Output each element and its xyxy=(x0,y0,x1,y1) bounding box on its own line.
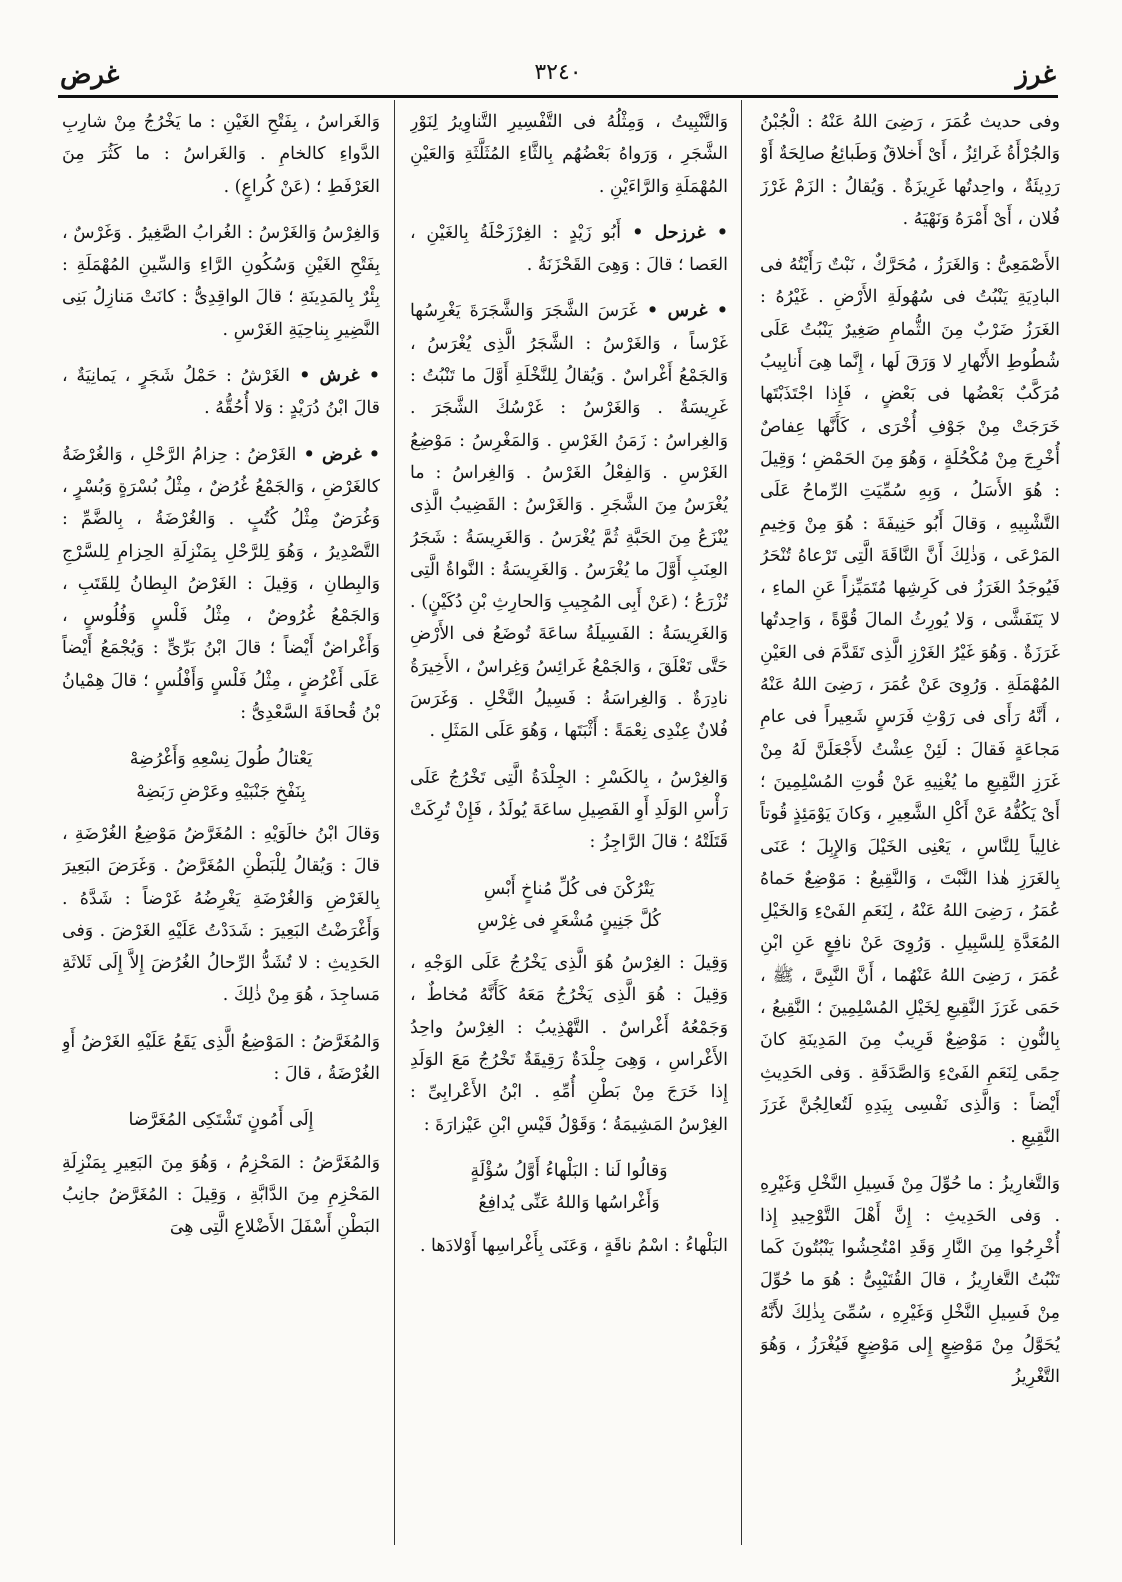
paragraph xyxy=(410,762,728,859)
paragraph xyxy=(62,106,380,203)
entry-text: وَالتَّنْبِيتُ ، وَمِثْلُهُ فى التَّفْسِيرِ التَّناوِيرُ لِنَوْرِ الشَّجَرِ ، وَرَواهُ بَعْضُهُم بِالثَّاءِ المُثَلَّثَةِ وَالعَيْنِ المُهْمَلَةِ وَالرَّاءَيْنِ . xyxy=(410,112,728,197)
paragraph xyxy=(760,106,1060,235)
entry-text: وَقالَ ابْنُ خالَوَيْهِ : المُغَرَّضُ مَوْضِعُ الغُرْضَةِ ، قالَ : وَيُقالُ لِلْبَطْنِ المُغَرَّضُ . وَغَرَضَ البَعِيرَ بِالغَرْضِ وَالغُرْضَةِ يَغْرِضُهُ غَرْضاً : شَدَّهُ . وَأَغْرَضْتُ البَعِيرَ : شَدَدْتُ عَلَيْهِ الغَرْضَ . وَفى الحَدِيثِ : لا تُشَدُّ الرِّحالُ الغُرُضَ إِلاَّ إِلَى ثَلاثَةِ مَساجِدَ ، هُوَ مِنْ ذٰلِكَ . xyxy=(62,823,380,1006)
page-number: ٣٢٤٠ xyxy=(534,60,582,85)
entry-text: وَالمُغَرَّضُ : المَوْضِعُ الَّذِى يَقَعُ عَلَيْهِ الغَرْضُ أَوِ الغُرْضَةُ ، قالَ : xyxy=(62,1031,380,1085)
entry-headword: • غرس • xyxy=(637,301,728,322)
dictionary-entry xyxy=(410,217,728,282)
paragraph xyxy=(410,106,728,203)
entry-text: وفى حديث عُمَرَ ، رَضِىَ اللهُ عَنْهُ : الْجُبْنُ وَالجُرْأَةُ غَرائِزُ ، أَىْ أَخلاقٌ وَطَبائِعُ صالِحَةٌ أَوْ رَدِيئَةٌ ، واحِدتُها غَرِيزَةٌ . وَيُقالُ : الزَمْ غَرْزَ فُلان ، أَىْ أَمْرَهُ وَنَهْيَهُ . xyxy=(760,112,1060,229)
entry-text: وَالتَّغارِيزُ : ما حُوِّلَ مِنْ فَسِيلِ النَّخْلِ وَغَيْرِهِ . وَفى الحَدِيثِ : إِنَّ أَهْلَ التَّوْحِيدِ إِذا أُخْرِجُوا مِنَ النَّارِ وَقَدِ امْتُحِشُوا يَنْبُتُونَ كَما تَنْبُتُ التَّغارِيزُ ، قالَ القُتَيْبِىُّ : هُوَ ما حُوِّلَ مِنْ فَسِيلِ النَّخْلِ وَغَيْرِهِ ، سُمِّىَ بِذٰلِكَ لأَنَّهُ يُحَوَّلُ مِنْ مَوْضِعٍ إِلى مَوْضِعٍ فَيُغْرَزُ ، وَهُوَ التَّغْرِيزُ xyxy=(760,1173,1060,1388)
paragraph xyxy=(760,249,1060,1153)
verse xyxy=(62,743,380,808)
column-divider xyxy=(741,100,742,1545)
verse-line: وَقالُوا لَنا : البَلْهاءُ أَوَّلُ سُؤْلَةٍ xyxy=(470,1160,668,1181)
entry-text: البَلْهاءُ : اسْمُ ناقَةٍ ، وَعَنَى بِأَغْراسِها أَوْلادَها . xyxy=(419,1235,728,1256)
header-keyword-right: غرز xyxy=(1015,60,1056,90)
paragraph xyxy=(410,947,728,1141)
verse-line: كُلَّ جَنِينٍ مُشْعَرٍ فى غِرْسِ xyxy=(477,910,661,931)
column-right xyxy=(760,106,1060,1546)
entry-text: وَالغِرْسُ ، بِالكَسْرِ : الجِلْدَةُ الَّتِى تَخْرُجُ عَلَى رَأْسِ الوَلَدِ أَوِ الفَصِيلِ ساعَةَ يُولَدُ ، فَإِنْ تُرِكَتْ قَتَلَتْهُ ؛ قالَ الرَّاجِزُ : xyxy=(410,767,728,853)
page-header xyxy=(60,52,1056,96)
verse-line: يَعْتالُ طُولَ نِسْعِهِ وَأَغْرُضِهْ xyxy=(129,749,313,770)
paragraph xyxy=(62,818,380,1012)
paragraph xyxy=(62,1026,380,1091)
entry-text: الغَرْضُ : حِزامُ الرَّحْلِ ، وَالغُرْضَةُ كالغَرْضِ ، وَالجَمْعُ غُرُضٌ ، مِثْلُ بُسْرَةٍ وَبُسْرٍ ، وَغُرَضٌ مِثْلُ كُتُبٍ . وَالغُرْضَةُ ، بِالضَّمِّ : التَّصْدِيرُ ، وَهُوَ لِلرَّحْلِ بِمَنْزِلَةِ الحِزامِ لِلسَّرْجِ وَالبِطانِ ، وَقِيلَ : الغَرْضُ البِطانُ لِلقَتَبِ ، وَالجَمْعُ غُرُوضٌ ، مِثْلُ فَلْسٍ وَفُلُوسٍ ، وَأَغْراضٌ أَيْضاً ؛ قالَ ابْنُ بَرِّىٍّ : وَيُجْمَعُ أَيْضاً عَلَى أَغْرُضٍ ، مِثْلُ فَلْسٍ وَأَفْلُسٍ ؛ قالَ هِمْيانُ بْنُ قُحافَةَ السَّعْدِىُّ : xyxy=(62,444,380,724)
paragraph xyxy=(410,1230,728,1262)
dictionary-entry xyxy=(62,439,380,730)
column-divider xyxy=(394,100,395,1545)
entry-text: غَرَسَ الشَّجَرَ وَالشَّجَرَةَ يَغْرِسُها غَرْساً ، وَالغَرْسُ : الشَّجَرُ الَّذِى يُغْرَسُ ، وَالجَمْعُ أَغْراسٌ . وَيُقالُ لِلنَّخْلَةِ أَوَّلَ ما تَنْبُتُ : غَرِيسَةٌ . وَالغَرْسُ : غَرْسُكَ الشَّجَرَ . وَالغِراسُ : زَمَنُ الغَرْسِ . وَالمَغْرِسُ : مَوْضِعُ الغَرْسِ . وَالفِعْلُ الغَرْسُ . وَالغِراسُ : ما يُغْرَسُ مِنَ الشَّجَرِ . وَالغَرْسُ : القَضِيبُ الَّذِى يُنْزَعُ مِنَ الحَبَّةِ ثُمَّ يُغْرَسُ . وَالغَرِيسَةُ : شَجَرُ العِنَبِ أَوَّلَ ما يُغْرَسُ . وَالغَرِيسَةُ : النَّواةُ الَّتِى تُزْرَعُ ؛ (عَنْ أَبِى المُجِيبِ وَالحارِثِ بْنِ دُكَيْنٍ) . وَالغَرِيسَةُ : الفَسِيلَةُ ساعَةَ تُوضَعُ فى الأَرْضِ حَتَّى تَعْلَقَ ، وَالجَمْعُ غَرائِسُ وَغِراسٌ ، الأَخِيرَةُ نادِرَةٌ . وَالغِراسَةُ : فَسِيلُ النَّخْلِ . وَغَرَسَ فُلانٌ عِنْدِى نِعْمَةً : أَثْبَتَها ، وَهُوَ عَلَى المَثَلِ . xyxy=(410,301,728,742)
verse-line: وَأَغْراسُها وَاللهُ عَنِّى يُدافِعُ xyxy=(478,1193,660,1214)
column-middle xyxy=(410,106,728,1546)
column-left xyxy=(62,106,380,1546)
header-rule xyxy=(58,95,1058,98)
entry-headword: • غرض • xyxy=(296,444,380,465)
paragraph xyxy=(62,1147,380,1244)
verse-line: يَتْرُكْنَ فى كُلِّ مُناخٍ أَبْسِ xyxy=(483,878,655,899)
dictionary-entry xyxy=(62,360,380,425)
verse xyxy=(410,873,728,938)
entry-text: وَقِيلَ : الغِرْسُ هُوَ الَّذِى يَخْرُجُ عَلَى الوَجْهِ ، وَقِيلَ : هُوَ الَّذِى يَخْرُجُ مَعَهُ كَأَنَّهُ مُخاطٌ ، وَجَمْعُهُ أَغْراسٌ . التَّهْذِيبُ : الغِرْسُ واحِدُ الأَغْراسِ ، وَهِىَ جِلْدَةٌ رَقِيقَةٌ تَخْرُجُ مَعَ الوَلَدِ إِذا خَرَجَ مِنْ بَطْنِ أُمِّهِ . ابْنُ الأَعْرابِىِّ : الغِرْسُ المَشِيمَةُ ؛ وَقَوْلُ قَيْسِ ابْنِ عَيْزارَةَ : xyxy=(410,953,728,1135)
verse-line: بِنَفْخِ جَنْبَيْهِ وعَرْضِ رَبَضِهْ xyxy=(136,781,306,802)
entry-text: وَالغِرْسُ وَالغَرْسُ : الغُرابُ الصَّغِيرُ . وَغَرْسٌ ، بِفَتْحِ الغَيْنِ وَسُكُونِ الرَّاءِ وَالسِّينِ المُهْمَلَةِ : بِئْرٌ بِالمَدِينَةِ ؛ قالَ الواقِدِىُّ : كانَتْ مَنازِلُ بَنِى النَّضِيرِ بِناحِيَةِ الغَرْسِ . xyxy=(62,222,380,340)
entry-text: وَالمُغَرَّضُ : المَحْزِمُ ، وَهُوَ مِنَ البَعِيرِ بِمَنْزِلَةِ المَحْزِمِ مِنَ الدَّابَّةِ ، وَقِيلَ : المُغَرَّضُ جانِبُ البَطْنِ أَسْفَلَ الأَضْلاعِ الَّتِى هِىَ xyxy=(62,1152,380,1238)
entry-headword: • غرش • xyxy=(289,366,380,387)
entry-text: وَالغَراسُ ، بِفَتْحِ الغَيْنِ : ما يَخْرُجُ مِنْ شارِبِ الدَّواءِ كالخامِ . وَالغَراسُ : ما كَثُرَ مِنَ العَرْفَطِ ؛ (عَنْ كُراعٍ) . xyxy=(62,112,380,197)
entry-text: أَبُو زَيْدٍ : الغِرْزَحْلَةُ بِالغَيْنِ ، العَصا ؛ قالَ : وَهِىَ القَحْزَنَةُ . xyxy=(410,222,728,276)
verse-line: إِلَى أَمُونٍ تَشْتَكِى المُغَرَّضا xyxy=(128,1110,314,1131)
verse xyxy=(62,1104,380,1136)
entry-text: الأَصْمَعِىُّ : وَالغَرَزُ ، مُحَرَّكٌ ، نَبْتٌ رَأَيْتُهُ فى البادِيَةِ يَنْبُتُ فى سُهُولَةِ الأَرْضِ . غَيْرُهُ : الغَرَزُ ضَرْبٌ مِنَ الثُّمامِ صَغِيرٌ يَنْبُتُ عَلَى شُطُوطِ الأَنْهارِ لا وَرَقَ لَها ، إِنَّما هِىَ أَنابِيبُ مُرَكَّبٌ بَعْضُها فى بَعْضٍ ، فَإِذا اجْتَذَبْتَها خَرَجَتْ مِنْ جَوْفِ أُخْرَى ، كَأَنَّها عِفاصٌ أُخْرِجَ مِنْ مُكْحُلَةٍ ، وَهُوَ مِنَ الحَمْضِ ؛ وَقِيلَ : هُوَ الأَسَلُ ، وَبِهِ سُمِّيَتِ الرِّماحُ عَلَى التَّشْبِيهِ ، وَقالَ أَبُو حَنِيفَةَ : هُوَ مِنْ وَخِيمِ المَرْعَى ، وَذٰلِكَ أَنَّ النَّاقَةَ الَّتِى تَرْعاهُ تُنْحَرُ فَيُوجَدُ الغَرَزُ فى كَرِشِها مُتَمَيِّزاً عَنِ الماءِ ، لا يَتَفَشَّى ، وَلا يُورِثُ المالَ قُوَّةً ، وَاحِدتُها غَرَزَةٌ . وَهُوَ غَيْرُ الغَرْزِ الَّذِى تَقَدَّمَ فى العَيْنِ المُهْمَلَةِ . وَرُوِىَ عَنْ عُمَرَ ، رَضِىَ اللهُ عَنْهُ ، أَنَّهُ رَأَى فى رَوْثِ فَرَسٍ شَعِيراً فى عامِ مَجاعَةٍ فَقالَ : لَئِنْ عِشْتُ لأَجْعَلَنَّ لَهُ مِنْ غَرَزِ النَّقِيعِ ما يُغْنِيهِ عَنْ قُوتِ المُسْلِمِينَ ؛ أَىْ يَكُفُّهُ عَنْ أَكْلِ الشَّعِيرِ ، وَكانَ يَوْمَئِذٍ قُوتاً غالِياً لِلنَّاسِ ، يَعْنِى الخَيْلَ وَالإِبِلَ ؛ عَنَى بِالغَرَزِ هٰذا النَّبْتَ ، وَالنَّقِيعُ : مَوْضِعٌ حَماهُ عُمَرُ ، رَضِىَ اللهُ عَنْهُ ، لِنَعَمِ الفَىْءِ وَالخَيْلِ المُعَدَّةِ لِلسَّبِيلِ . وَرُوِىَ عَنْ نافِعٍ عَنِ ابْنِ عُمَرَ ، رَضِىَ اللهُ عَنْهُما ، أَنَّ النَّبِىَّ ، ﷺ ، حَمَى غَرَزَ النَّقِيعِ لِخَيْلِ المُسْلِمِينَ ؛ النَّقِيعُ ، بِالنُّونِ : مَوْضِعٌ قَرِيبٌ مِنَ المَدِينَةِ كانَ حِمًى لِنَعَمِ الفَىْءِ وَالصَّدَقَةِ . وَفى الحَدِيثِ أَيْضاً : وَالَّذِى نَفْسِى بِيَدِهِ لَتُعالِجُنَّ غَرَزَ النَّقِيعِ . xyxy=(760,255,1060,1148)
header-keyword-left: غرض xyxy=(60,60,120,90)
entry-text: الغَرْشُ : حَمْلُ شَجَرٍ ، يَمانِيَةٌ ، قالَ ابْنُ دُرَيْدٍ : وَلا أُحُقُّهُ . xyxy=(62,366,380,419)
paragraph xyxy=(62,217,380,346)
verse xyxy=(410,1155,728,1220)
dictionary-entry xyxy=(410,295,728,747)
entry-headword: • غرزحل • xyxy=(620,222,728,243)
paragraph xyxy=(760,1168,1060,1394)
